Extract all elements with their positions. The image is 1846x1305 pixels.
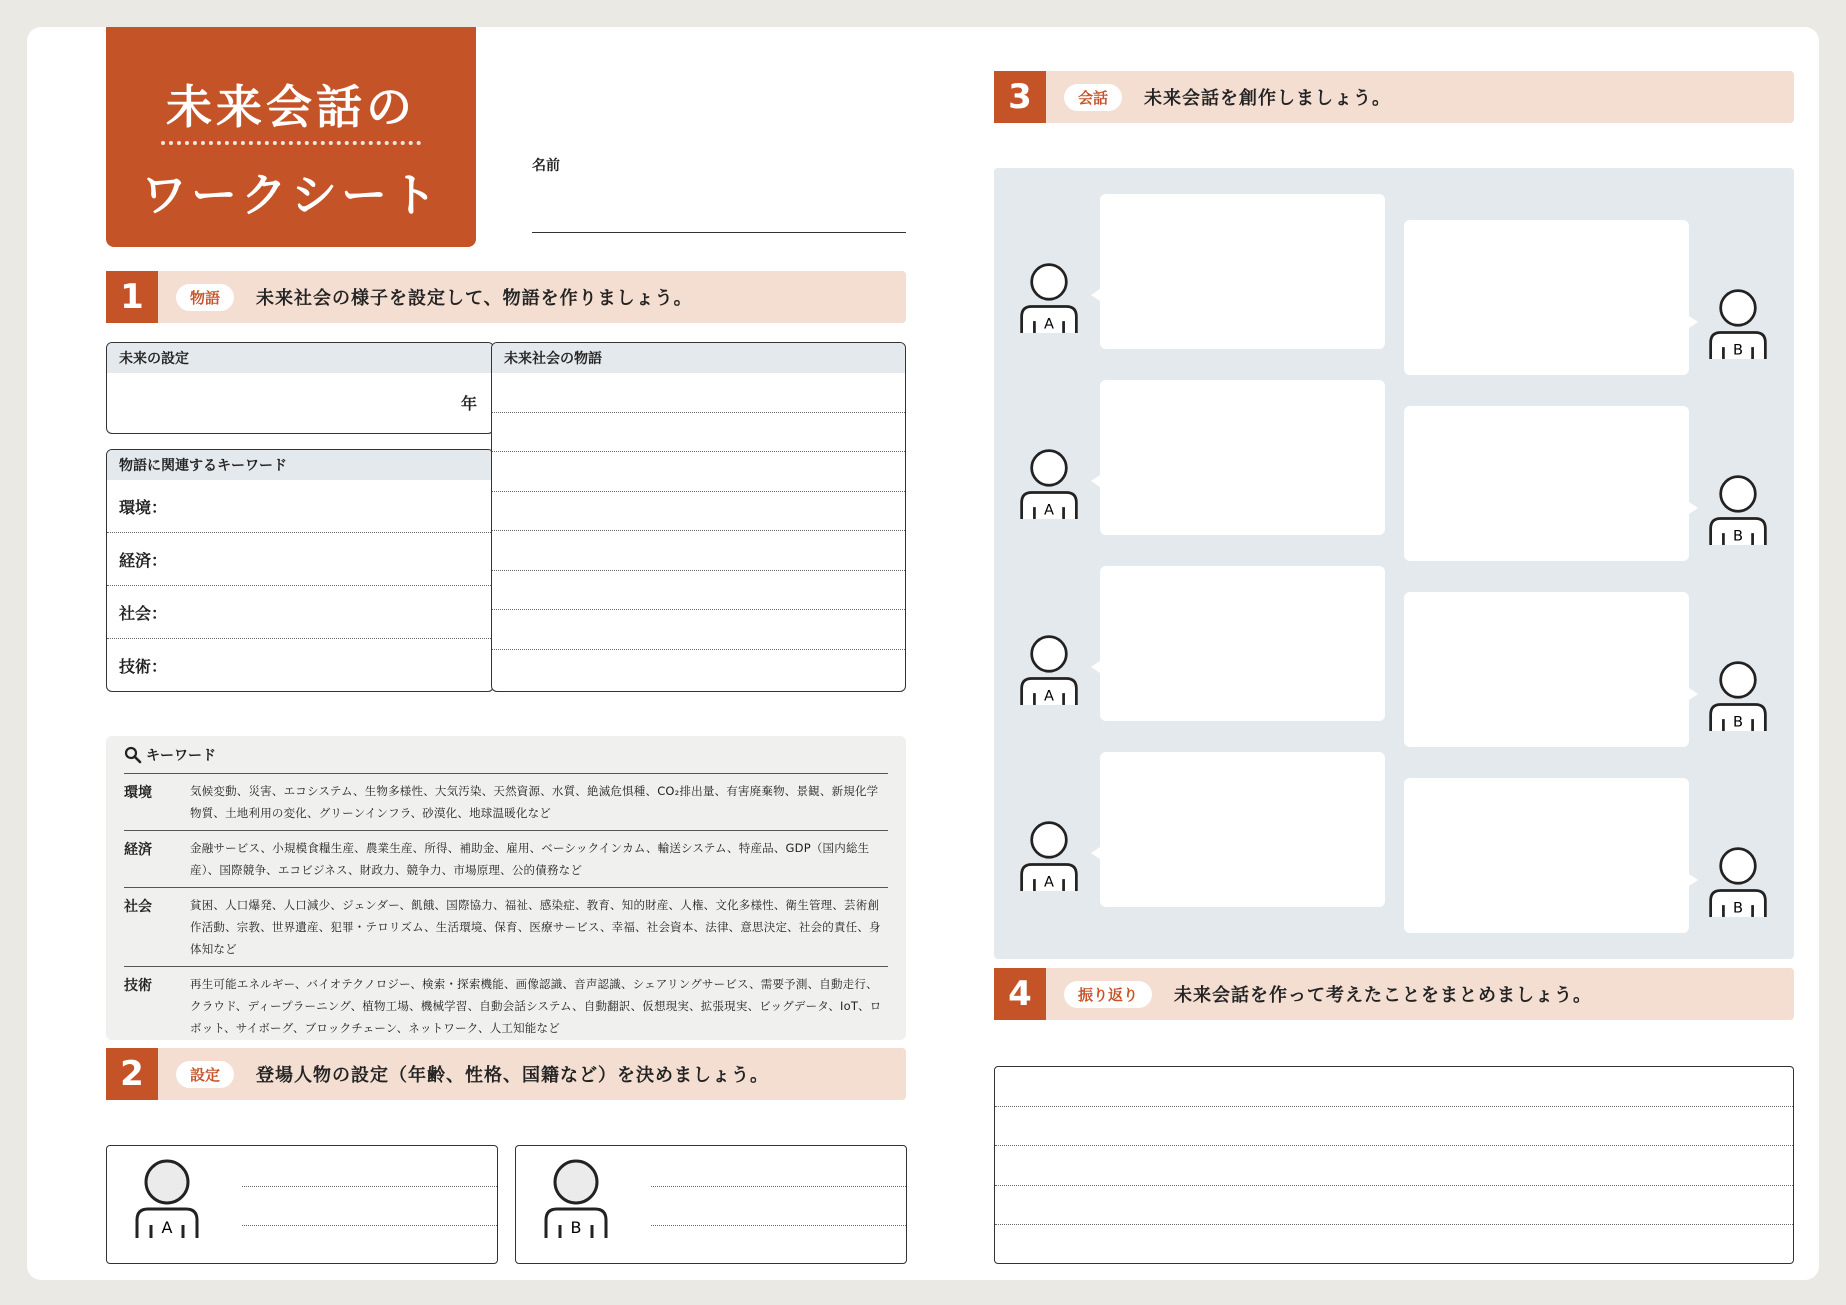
speech-bubble-b[interactable] — [1404, 592, 1689, 747]
story-keyword-header: 物語に関連するキーワード — [107, 450, 493, 480]
future-setting-header: 未来の設定 — [107, 343, 493, 373]
section-3-number: 3 — [994, 71, 1046, 123]
reflection-box[interactable] — [994, 1066, 1794, 1264]
keyword-reference-title — [124, 736, 888, 774]
keyword-row-economy[interactable]: 経済： — [107, 533, 493, 586]
character-b-line[interactable] — [651, 1186, 906, 1187]
search-icon — [124, 746, 142, 764]
reflection-line[interactable] — [995, 1067, 1793, 1107]
reflection-line[interactable] — [995, 1225, 1793, 1264]
speaker-b-letter: B — [1732, 713, 1744, 731]
speech-bubble-a[interactable] — [1100, 752, 1385, 907]
reference-category: 技術 — [124, 978, 152, 994]
keyword-row-society[interactable]: 社会： — [107, 586, 493, 639]
speech-bubble-a[interactable] — [1100, 194, 1385, 349]
name-label: 名前 — [532, 158, 560, 174]
section-4-badge: 振り返り — [1064, 981, 1152, 1008]
section-1-badge: 物語 — [176, 284, 234, 311]
character-b-box[interactable] — [515, 1145, 907, 1264]
keyword-row-environment[interactable]: 環境： — [107, 480, 493, 533]
title-line-2: ワークシート — [141, 168, 441, 222]
future-story-header: 未来社会の物語 — [492, 343, 905, 373]
speech-bubble-a[interactable] — [1100, 566, 1385, 721]
reference-row-environment — [124, 774, 888, 831]
speech-bubble-b[interactable] — [1404, 778, 1689, 933]
title-line-1: 未来会話の — [166, 80, 416, 134]
keyword-row-technology[interactable]: 技術： — [119, 657, 168, 676]
reference-row-technology — [124, 967, 888, 1045]
speech-bubble-a[interactable] — [1100, 380, 1385, 535]
speaker-a-letter: A — [1044, 687, 1054, 705]
reflection-line[interactable] — [995, 1146, 1793, 1186]
story-line[interactable] — [492, 650, 905, 690]
reflection-line[interactable] — [995, 1107, 1793, 1147]
story-line[interactable] — [492, 373, 905, 413]
name-input-line[interactable] — [532, 232, 906, 233]
story-line[interactable] — [492, 610, 905, 650]
speaker-a-letter: A — [1044, 501, 1054, 519]
reference-words: 気候変動、災害、エコシステム、生物多様性、大気汚染、天然資源、水質、絶滅危惧種、CO₂排出量、有害廃棄物、景観、新規化学物質、土地利用の変化、グリーンインフラ、砂漠化、地球温暖化など — [190, 784, 879, 820]
section-2-instruction: 登場人物の設定（年齢、性格、国籍など）を決めましょう。 — [256, 1065, 769, 1086]
section-1-header — [106, 271, 906, 323]
speaker-a-icon — [1018, 818, 1080, 891]
speaker-a-letter: A — [1044, 873, 1054, 891]
year-suffix: 年 — [460, 394, 477, 413]
future-setting-box[interactable] — [106, 342, 494, 434]
character-a-letter: A — [161, 1218, 173, 1237]
character-b-line[interactable] — [651, 1225, 906, 1226]
speech-bubble-b[interactable] — [1404, 220, 1689, 375]
speech-bubble-b[interactable] — [1404, 406, 1689, 561]
reference-category: 環境 — [124, 785, 152, 801]
speaker-b-letter: B — [1732, 527, 1744, 545]
story-line[interactable] — [492, 492, 905, 532]
reference-row-society — [124, 888, 888, 967]
reference-words: 金融サービス、小規模食糧生産、農業生産、所得、補助金、雇用、ベーシックインカム、輸送システム、特産品、GDP（国内総生産）、国際競争、エコビジネス、財政力、競争力、市場原理、公的債務など — [190, 841, 870, 877]
section-4-header — [994, 968, 1794, 1020]
speaker-b-letter: B — [1732, 341, 1744, 359]
reference-words: 貧困、人口爆発、人口減少、ジェンダー、飢餓、国際協力、福祉、感染症、教育、知的財産、人権、文化多様性、衛生管理、芸術創作活動、宗教、世界遺産、犯罪・テロリズム、生活環境、保育、医療サービス、幸福、社会資本、法律、意思決定、社会的責任、身体知など — [190, 898, 881, 956]
speaker-b-icon — [1707, 472, 1769, 545]
speaker-a-icon — [1018, 260, 1080, 333]
section-2-number: 2 — [106, 1048, 158, 1100]
story-keyword-box — [106, 449, 494, 692]
section-2-badge: 設定 — [176, 1061, 234, 1088]
section-4-instruction: 未来会話を作って考えたことをまとめましょう。 — [1174, 985, 1592, 1006]
worksheet-page — [27, 27, 1819, 1280]
speaker-a-icon — [1018, 446, 1080, 519]
speaker-b-letter: B — [1732, 899, 1744, 917]
section-1-instruction: 未来社会の様子を設定して、物語を作りましょう。 — [256, 288, 693, 309]
future-story-box[interactable] — [491, 342, 906, 692]
story-line[interactable] — [492, 452, 905, 492]
speaker-a-letter: A — [1044, 315, 1054, 333]
section-2-header — [106, 1048, 906, 1100]
reflection-line[interactable] — [995, 1186, 1793, 1226]
keyword-reference-label: キーワード — [146, 747, 216, 764]
person-a-icon — [133, 1158, 201, 1238]
reference-category: 経済 — [124, 842, 152, 858]
section-1-number: 1 — [106, 271, 158, 323]
section-3-header — [994, 71, 1794, 123]
story-line[interactable] — [492, 413, 905, 453]
conversation-area — [994, 168, 1794, 959]
character-a-box[interactable] — [106, 1145, 498, 1264]
speaker-b-icon — [1707, 844, 1769, 917]
keyword-reference-panel — [106, 736, 906, 1040]
title-divider — [161, 141, 421, 145]
story-line[interactable] — [492, 531, 905, 571]
person-b-icon — [542, 1158, 610, 1238]
character-b-letter: B — [570, 1218, 582, 1237]
speaker-a-icon — [1018, 632, 1080, 705]
reference-row-economy — [124, 831, 888, 888]
character-a-line[interactable] — [242, 1225, 497, 1226]
reference-words: 再生可能エネルギー、バイオテクノロジー、検索・探索機能、画像認識、音声認識、シェアリングサービス、需要予測、自動走行、クラウド、ディープラーニング、植物工場、機械学習、自動会話システム、自動翻訳、仮想現実、拡張現実、ビッグデータ、IoT、ロボット、サイボーグ、ブロックチェーン、ネットワーク、人工知能など — [190, 977, 882, 1035]
story-line[interactable] — [492, 571, 905, 611]
speaker-b-icon — [1707, 658, 1769, 731]
character-a-line[interactable] — [242, 1186, 497, 1187]
reference-category: 社会 — [124, 899, 152, 915]
speaker-b-icon — [1707, 286, 1769, 359]
worksheet-title-block — [106, 27, 476, 247]
section-4-number: 4 — [994, 968, 1046, 1020]
section-3-badge: 会話 — [1064, 84, 1122, 111]
section-3-instruction: 未来会話を創作しましょう。 — [1144, 88, 1391, 109]
